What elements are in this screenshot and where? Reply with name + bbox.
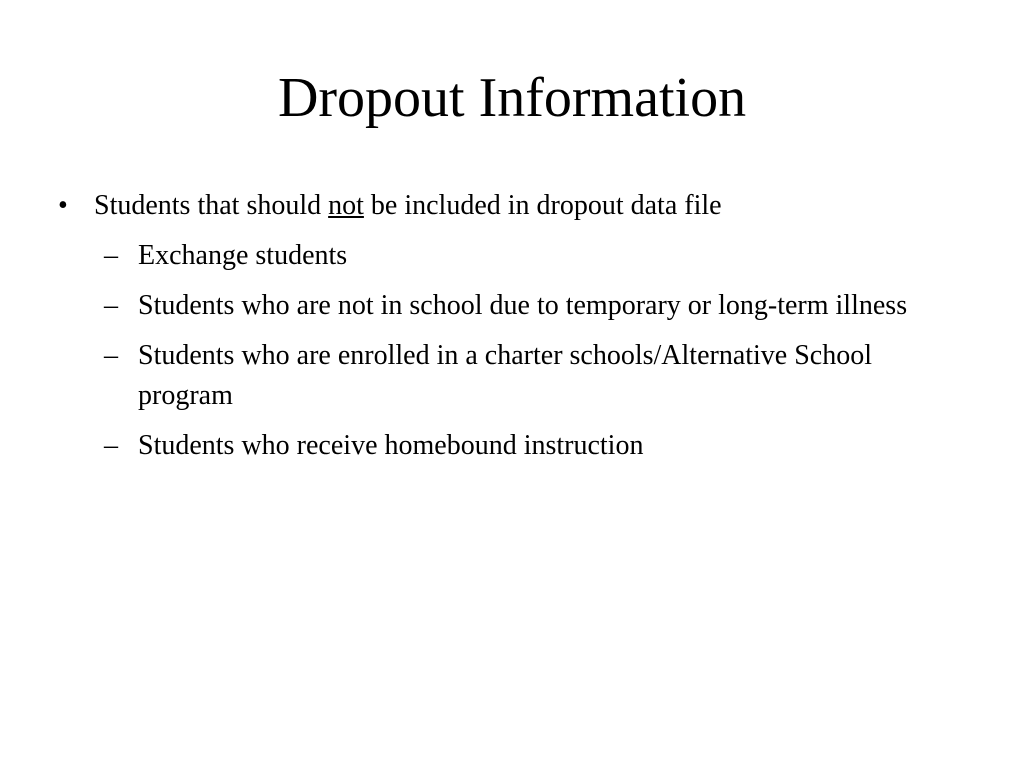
dash-marker: –: [104, 240, 118, 271]
main-bullet-text-after: be included in dropout data file: [363, 190, 722, 221]
bullet-marker: •: [58, 190, 68, 221]
sub-bullet-text: Exchange students: [138, 240, 348, 271]
sub-bullet-text: Students who receive homebound instruction: [138, 430, 644, 461]
sub-bullet: [104, 426, 928, 466]
dash-marker: –: [104, 340, 118, 371]
dash-marker: –: [104, 430, 118, 461]
dash-marker: –: [104, 290, 118, 321]
sub-bullet-text: Students who are not in school due to temporary or long-term illness: [138, 290, 908, 321]
sub-bullet: [104, 336, 928, 416]
sub-bullet-text: Students who are enrolled in a charter schools/Alternative School program: [138, 340, 873, 411]
main-bullet: [58, 186, 958, 226]
slide-title: Dropout Information: [277, 67, 747, 129]
main-bullet-text-before: Students that should: [94, 190, 329, 221]
sub-bullet: [104, 286, 928, 326]
slide-body: [58, 186, 958, 476]
sub-bullet: [104, 236, 928, 276]
main-bullet-emphasis: not: [328, 190, 364, 221]
